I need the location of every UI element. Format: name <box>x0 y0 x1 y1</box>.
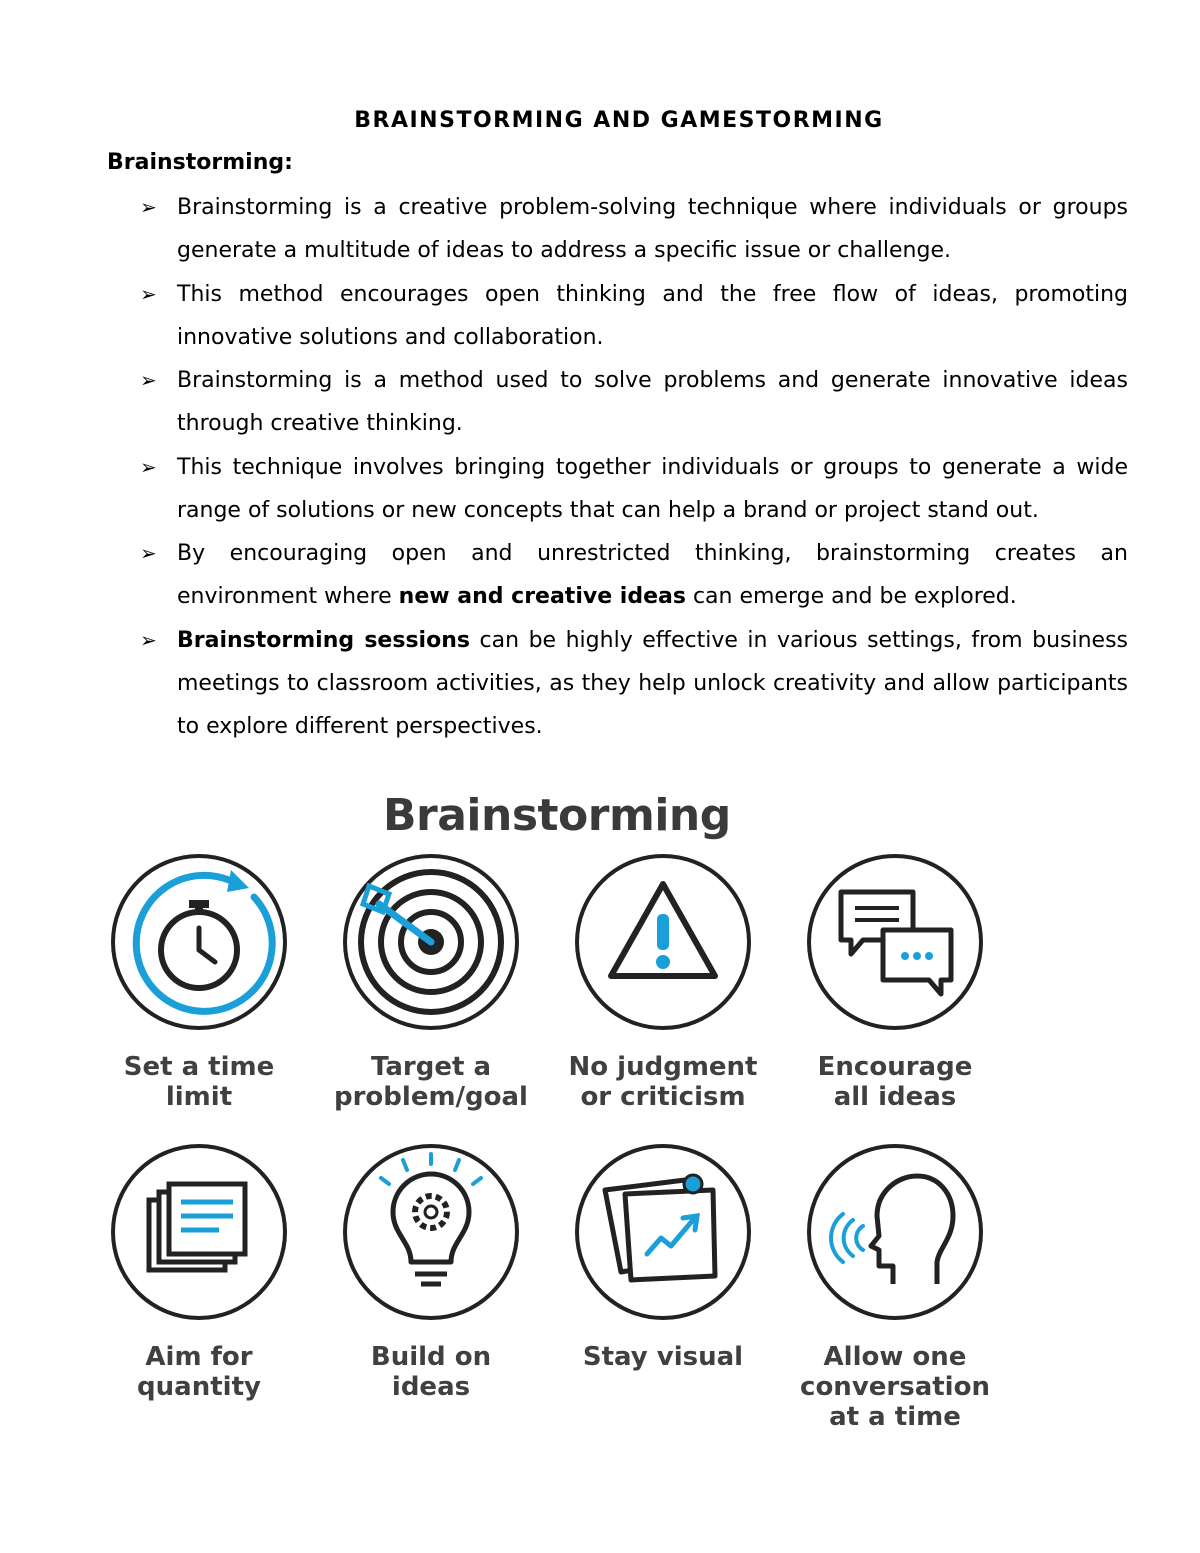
tile-label: Encourage all ideas <box>817 1052 973 1112</box>
tile-set-time-limit <box>83 852 315 1112</box>
infographic-title: Brainstorming <box>383 790 731 841</box>
bullet-bold-text: Brainstorming sessions <box>177 627 470 653</box>
arrow-bullet-icon: ➢ <box>140 368 157 392</box>
bullet-bold-text: new and creative ideas <box>398 584 686 609</box>
list-item <box>140 273 1128 359</box>
list-item <box>140 359 1128 445</box>
arrow-bullet-icon: ➢ <box>140 281 157 306</box>
tile-build-on-ideas <box>315 1142 547 1402</box>
stacked-pages-icon <box>109 1142 289 1322</box>
tile-stay-visual <box>547 1142 779 1372</box>
tile-label: Build on ideas <box>370 1342 492 1402</box>
stopwatch-icon <box>109 852 289 1032</box>
bullet-list <box>140 186 1128 748</box>
section-heading: Brainstorming: <box>107 150 293 175</box>
list-item <box>140 532 1128 618</box>
tile-label: Aim for quantity <box>137 1342 261 1402</box>
tile-label: Target a problem/goal <box>334 1052 528 1112</box>
tile-no-judgment <box>547 852 779 1112</box>
arrow-bullet-icon: ➢ <box>140 541 157 565</box>
tile-label: Stay visual <box>582 1342 744 1372</box>
page-title: BRAINSTORMING AND GAMESTORMING <box>354 108 884 133</box>
bullet-text: This technique involves bringing together individuals or groups to generate a wide range of solutions or new concepts that can help a brand or project stand out. <box>177 454 1128 523</box>
bullet-text: Brainstorming is a creative problem-solving technique where individuals or groups generate a multitude of ideas to address a specific issue or challenge. <box>177 195 1128 263</box>
arrow-bullet-icon: ➢ <box>140 195 157 219</box>
chat-bubbles-icon <box>805 852 985 1032</box>
list-item <box>140 186 1128 272</box>
bullet-text: This method encourages open thinking and the free flow of ideas, promoting innovative solutions and collaboration. <box>177 281 1128 350</box>
list-item <box>140 446 1128 532</box>
tile-label: Allow one conversation at a time <box>800 1342 990 1432</box>
lightbulb-gear-icon <box>341 1142 521 1322</box>
list-item <box>140 619 1128 748</box>
tile-one-conversation <box>779 1142 1011 1432</box>
brainstorming-infographic <box>100 790 1000 1440</box>
bullet-text: Brainstorming is a method used to solve problems and generate innovative ideas through creative thinking. <box>177 368 1128 436</box>
bullet-text: By encouraging open and unrestricted thinking, brainstorming creates an environment where <box>177 541 1128 609</box>
tile-encourage-ideas <box>779 852 1011 1112</box>
target-icon <box>341 852 521 1032</box>
bullet-text: can be highly effective in various settings, from business meetings to classroom activities, as they help unlock creativity and allow participants to explore different perspectives. <box>177 627 1128 739</box>
arrow-bullet-icon: ➢ <box>140 627 157 652</box>
bullet-text: can emerge and be explored. <box>685 584 1017 609</box>
arrow-bullet-icon: ➢ <box>140 454 157 479</box>
warning-icon <box>573 852 753 1032</box>
speaking-head-icon <box>805 1142 985 1322</box>
tile-label: No judgment or criticism <box>568 1052 758 1112</box>
tile-target-problem <box>315 852 547 1112</box>
pinned-chart-icon <box>573 1142 753 1322</box>
tile-label: Set a time limit <box>123 1052 275 1112</box>
tile-aim-quantity <box>83 1142 315 1402</box>
